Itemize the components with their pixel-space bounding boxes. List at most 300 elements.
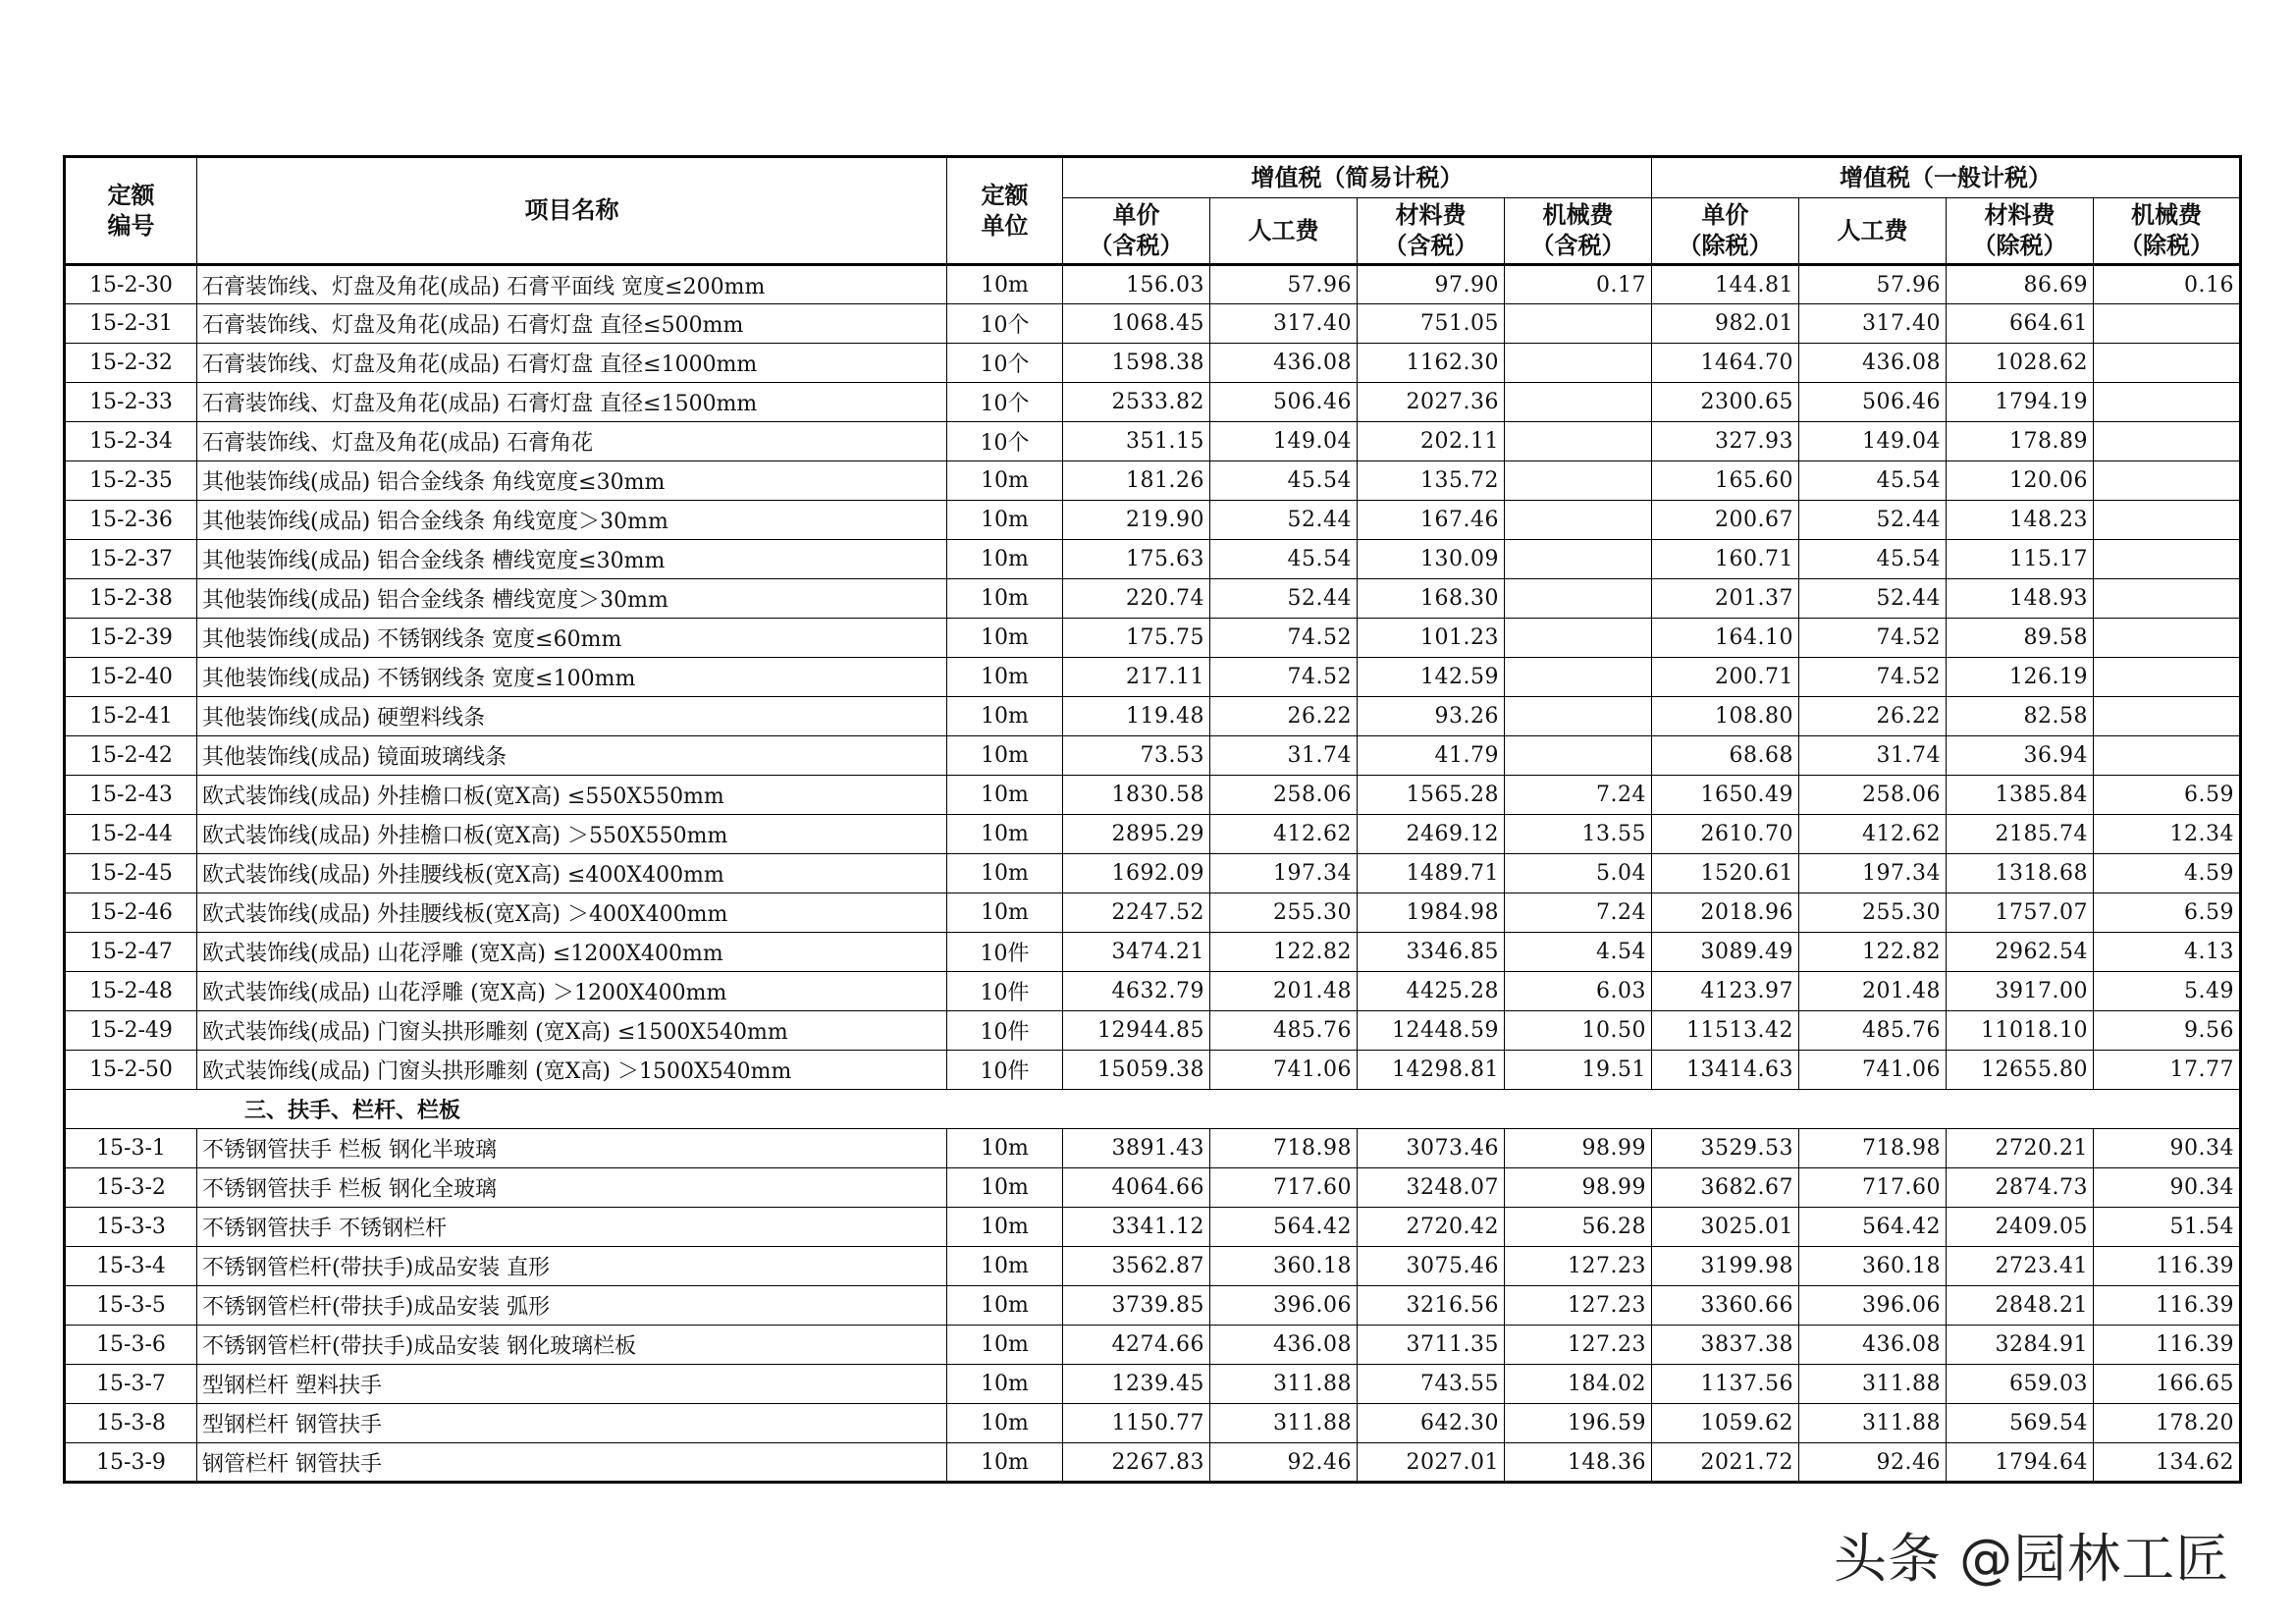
labor-simple: 45.54	[1210, 461, 1358, 501]
quota-code: 15-2-46	[65, 893, 197, 933]
labor-general: 92.46	[1799, 1443, 1947, 1483]
material-incl: 2469.12	[1358, 815, 1505, 854]
unit-price-excl: 1650.49	[1652, 776, 1799, 815]
quota-code: 15-2-43	[65, 776, 197, 815]
table-row	[65, 658, 2241, 697]
quota-unit: 10m	[947, 697, 1063, 736]
machinery-excl: 116.39	[2094, 1326, 2241, 1365]
material-incl: 1984.98	[1358, 893, 1505, 933]
labor-general: 45.54	[1799, 540, 1947, 579]
material-excl: 2723.41	[1947, 1247, 2094, 1286]
machinery-excl	[2094, 304, 2241, 344]
quota-unit: 10个	[947, 304, 1063, 344]
quota-unit: 10m	[947, 501, 1063, 540]
unit-price-excl: 201.37	[1652, 579, 1799, 619]
material-incl: 168.30	[1358, 579, 1505, 619]
table-row	[65, 854, 2241, 893]
unit-price-incl: 1239.45	[1063, 1365, 1210, 1404]
item-name: 不锈钢管扶手 栏板 钢化全玻璃	[197, 1168, 947, 1208]
machinery-excl: 6.59	[2094, 893, 2241, 933]
labor-simple: 436.08	[1210, 1326, 1358, 1365]
labor-simple: 31.74	[1210, 736, 1358, 776]
labor-general: 52.44	[1799, 501, 1947, 540]
machinery-incl: 184.02	[1505, 1365, 1652, 1404]
unit-price-incl: 2533.82	[1063, 383, 1210, 422]
material-excl: 120.06	[1947, 461, 2094, 501]
machinery-incl	[1505, 736, 1652, 776]
material-excl: 1028.62	[1947, 344, 2094, 383]
unit-price-incl: 3474.21	[1063, 933, 1210, 972]
table-row	[65, 1129, 2241, 1168]
machinery-incl	[1505, 461, 1652, 501]
machinery-excl: 90.34	[2094, 1129, 2241, 1168]
labor-general: 149.04	[1799, 422, 1947, 461]
table-row	[65, 933, 2241, 972]
machinery-incl	[1505, 658, 1652, 697]
header-unit-price-incl: 单价 （含税）	[1063, 198, 1210, 265]
material-excl: 148.93	[1947, 579, 2094, 619]
quota-unit: 10m	[947, 658, 1063, 697]
labor-general: 436.08	[1799, 344, 1947, 383]
machinery-incl: 19.51	[1505, 1051, 1652, 1090]
machinery-incl: 7.24	[1505, 893, 1652, 933]
table-row	[65, 1286, 2241, 1326]
material-excl: 115.17	[1947, 540, 2094, 579]
unit-price-excl: 3199.98	[1652, 1247, 1799, 1286]
labor-general: 317.40	[1799, 304, 1947, 344]
unit-price-excl: 144.81	[1652, 265, 1799, 304]
labor-general: 718.98	[1799, 1129, 1947, 1168]
machinery-incl: 127.23	[1505, 1326, 1652, 1365]
table-row	[65, 383, 2241, 422]
unit-price-incl: 351.15	[1063, 422, 1210, 461]
machinery-excl: 134.62	[2094, 1443, 2241, 1483]
table-row	[65, 1326, 2241, 1365]
labor-general: 506.46	[1799, 383, 1947, 422]
machinery-incl: 5.04	[1505, 854, 1652, 893]
machinery-excl: 51.54	[2094, 1208, 2241, 1247]
material-excl: 11018.10	[1947, 1011, 2094, 1051]
labor-simple: 92.46	[1210, 1443, 1358, 1483]
material-incl: 97.90	[1358, 265, 1505, 304]
material-excl: 86.69	[1947, 265, 2094, 304]
table-row	[65, 619, 2241, 658]
quota-code: 15-2-38	[65, 579, 197, 619]
material-incl: 642.30	[1358, 1404, 1505, 1443]
unit-price-incl: 4274.66	[1063, 1326, 1210, 1365]
material-incl: 135.72	[1358, 461, 1505, 501]
item-name: 石膏装饰线、灯盘及角花(成品) 石膏角花	[197, 422, 947, 461]
labor-general: 311.88	[1799, 1404, 1947, 1443]
item-name: 其他装饰线(成品) 不锈钢线条 宽度≤100mm	[197, 658, 947, 697]
quota-code: 15-2-35	[65, 461, 197, 501]
item-name: 欧式装饰线(成品) 外挂腰线板(宽X高) ＞400X400mm	[197, 893, 947, 933]
unit-price-excl: 3089.49	[1652, 933, 1799, 972]
table-row	[65, 344, 2241, 383]
labor-simple: 258.06	[1210, 776, 1358, 815]
unit-price-excl: 3025.01	[1652, 1208, 1799, 1247]
labor-general: 564.42	[1799, 1208, 1947, 1247]
labor-general: 717.60	[1799, 1168, 1947, 1208]
labor-general: 311.88	[1799, 1365, 1947, 1404]
unit-price-excl: 4123.97	[1652, 972, 1799, 1011]
item-name: 欧式装饰线(成品) 外挂腰线板(宽X高) ≤400X400mm	[197, 854, 947, 893]
machinery-incl: 196.59	[1505, 1404, 1652, 1443]
machinery-excl	[2094, 619, 2241, 658]
unit-price-incl: 175.63	[1063, 540, 1210, 579]
quota-unit: 10m	[947, 1286, 1063, 1326]
item-name: 石膏装饰线、灯盘及角花(成品) 石膏灯盘 直径≤1500mm	[197, 383, 947, 422]
unit-price-incl: 1150.77	[1063, 1404, 1210, 1443]
unit-price-incl: 1598.38	[1063, 344, 1210, 383]
quota-unit: 10m	[947, 540, 1063, 579]
table-row	[65, 540, 2241, 579]
quota-unit: 10m	[947, 736, 1063, 776]
material-incl: 167.46	[1358, 501, 1505, 540]
machinery-incl: 0.17	[1505, 265, 1652, 304]
table-row	[65, 893, 2241, 933]
unit-price-incl: 2895.29	[1063, 815, 1210, 854]
machinery-incl	[1505, 540, 1652, 579]
item-name: 钢管栏杆 钢管扶手	[197, 1443, 947, 1483]
quota-code: 15-3-3	[65, 1208, 197, 1247]
labor-general: 412.62	[1799, 815, 1947, 854]
machinery-incl: 13.55	[1505, 815, 1652, 854]
unit-price-incl: 3341.12	[1063, 1208, 1210, 1247]
item-name: 不锈钢管扶手 不锈钢栏杆	[197, 1208, 947, 1247]
machinery-incl	[1505, 697, 1652, 736]
material-excl: 569.54	[1947, 1404, 2094, 1443]
quota-code: 15-3-2	[65, 1168, 197, 1208]
quota-code: 15-2-48	[65, 972, 197, 1011]
labor-general: 74.52	[1799, 619, 1947, 658]
quota-code: 15-3-8	[65, 1404, 197, 1443]
unit-price-incl: 12944.85	[1063, 1011, 1210, 1051]
unit-price-excl: 1137.56	[1652, 1365, 1799, 1404]
table-row	[65, 501, 2241, 540]
machinery-incl: 6.03	[1505, 972, 1652, 1011]
header-labor-general: 人工费	[1799, 198, 1947, 265]
labor-simple: 74.52	[1210, 658, 1358, 697]
machinery-excl: 178.20	[2094, 1404, 2241, 1443]
labor-general: 741.06	[1799, 1051, 1947, 1090]
material-incl: 1162.30	[1358, 344, 1505, 383]
unit-price-excl: 200.71	[1652, 658, 1799, 697]
unit-price-excl: 3360.66	[1652, 1286, 1799, 1326]
item-name: 不锈钢管扶手 栏板 钢化半玻璃	[197, 1129, 947, 1168]
unit-price-excl: 164.10	[1652, 619, 1799, 658]
labor-general: 396.06	[1799, 1286, 1947, 1326]
item-name: 欧式装饰线(成品) 门窗头拱形雕刻 (宽X高) ＞1500X540mm	[197, 1051, 947, 1090]
quota-code: 15-3-7	[65, 1365, 197, 1404]
unit-price-excl: 2018.96	[1652, 893, 1799, 933]
unit-price-incl: 3891.43	[1063, 1129, 1210, 1168]
table-row	[65, 265, 2241, 304]
machinery-incl	[1505, 304, 1652, 344]
unit-price-excl: 3682.67	[1652, 1168, 1799, 1208]
unit-price-incl: 2267.83	[1063, 1443, 1210, 1483]
material-incl: 3075.46	[1358, 1247, 1505, 1286]
header-material-incl: 材料费 （含税）	[1358, 198, 1505, 265]
table-row	[65, 815, 2241, 854]
machinery-excl	[2094, 422, 2241, 461]
machinery-excl: 17.77	[2094, 1051, 2241, 1090]
machinery-incl: 10.50	[1505, 1011, 1652, 1051]
unit-price-excl: 160.71	[1652, 540, 1799, 579]
quota-code: 15-2-41	[65, 697, 197, 736]
machinery-incl: 98.99	[1505, 1168, 1652, 1208]
quota-code: 15-2-47	[65, 933, 197, 972]
item-name: 其他装饰线(成品) 铝合金线条 角线宽度＞30mm	[197, 501, 947, 540]
quota-unit: 10个	[947, 383, 1063, 422]
unit-price-incl: 1830.58	[1063, 776, 1210, 815]
quota-code: 15-2-49	[65, 1011, 197, 1051]
machinery-incl	[1505, 579, 1652, 619]
quota-unit: 10m	[947, 619, 1063, 658]
machinery-incl: 7.24	[1505, 776, 1652, 815]
quota-unit: 10m	[947, 776, 1063, 815]
quota-code: 15-2-39	[65, 619, 197, 658]
unit-price-incl: 4632.79	[1063, 972, 1210, 1011]
labor-simple: 485.76	[1210, 1011, 1358, 1051]
item-name: 石膏装饰线、灯盘及角花(成品) 石膏灯盘 直径≤500mm	[197, 304, 947, 344]
unit-price-excl: 982.01	[1652, 304, 1799, 344]
unit-price-incl: 4064.66	[1063, 1168, 1210, 1208]
machinery-incl: 127.23	[1505, 1286, 1652, 1326]
quota-unit: 10m	[947, 1365, 1063, 1404]
header-group-general-tax: 增值税（一般计税）	[1652, 157, 2241, 198]
machinery-excl: 9.56	[2094, 1011, 2241, 1051]
table-row	[65, 1011, 2241, 1051]
table-row	[65, 422, 2241, 461]
unit-price-excl: 165.60	[1652, 461, 1799, 501]
labor-simple: 255.30	[1210, 893, 1358, 933]
unit-price-incl: 181.26	[1063, 461, 1210, 501]
quota-code: 15-3-4	[65, 1247, 197, 1286]
machinery-excl	[2094, 579, 2241, 619]
material-excl: 1794.19	[1947, 383, 2094, 422]
unit-price-incl: 73.53	[1063, 736, 1210, 776]
labor-general: 197.34	[1799, 854, 1947, 893]
table-row	[65, 461, 2241, 501]
material-incl: 751.05	[1358, 304, 1505, 344]
quota-code: 15-2-32	[65, 344, 197, 383]
watermark: 头条 @园林工匠	[1834, 1528, 2230, 1590]
unit-price-incl: 1692.09	[1063, 854, 1210, 893]
header-code: 定额 编号	[65, 157, 197, 265]
section-title: 三、扶手、栏杆、栏板	[65, 1090, 2241, 1129]
labor-simple: 360.18	[1210, 1247, 1358, 1286]
material-excl: 3917.00	[1947, 972, 2094, 1011]
header-machinery-excl: 机械费 （除税）	[2094, 198, 2241, 265]
unit-price-excl: 1464.70	[1652, 344, 1799, 383]
material-incl: 1565.28	[1358, 776, 1505, 815]
quota-code: 15-2-44	[65, 815, 197, 854]
quota-unit: 10m	[947, 854, 1063, 893]
table-body	[65, 265, 2241, 1483]
material-excl: 1757.07	[1947, 893, 2094, 933]
quota-unit: 10m	[947, 815, 1063, 854]
material-incl: 3216.56	[1358, 1286, 1505, 1326]
machinery-excl: 166.65	[2094, 1365, 2241, 1404]
unit-price-excl: 3529.53	[1652, 1129, 1799, 1168]
material-excl: 148.23	[1947, 501, 2094, 540]
item-name: 石膏装饰线、灯盘及角花(成品) 石膏平面线 宽度≤200mm	[197, 265, 947, 304]
item-name: 型钢栏杆 钢管扶手	[197, 1404, 947, 1443]
quota-unit: 10m	[947, 1208, 1063, 1247]
machinery-excl: 4.59	[2094, 854, 2241, 893]
material-excl: 2962.54	[1947, 933, 2094, 972]
material-incl: 743.55	[1358, 1365, 1505, 1404]
material-excl: 178.89	[1947, 422, 2094, 461]
table-row	[65, 1051, 2241, 1090]
labor-simple: 436.08	[1210, 344, 1358, 383]
material-incl: 14298.81	[1358, 1051, 1505, 1090]
unit-price-excl: 2300.65	[1652, 383, 1799, 422]
material-excl: 2848.21	[1947, 1286, 2094, 1326]
labor-simple: 149.04	[1210, 422, 1358, 461]
unit-price-incl: 156.03	[1063, 265, 1210, 304]
labor-general: 258.06	[1799, 776, 1947, 815]
quota-unit: 10m	[947, 579, 1063, 619]
unit-price-incl: 217.11	[1063, 658, 1210, 697]
machinery-incl	[1505, 422, 1652, 461]
labor-general: 360.18	[1799, 1247, 1947, 1286]
header-name: 项目名称	[197, 157, 947, 265]
item-name: 不锈钢管栏杆(带扶手)成品安装 弧形	[197, 1286, 947, 1326]
material-incl: 3346.85	[1358, 933, 1505, 972]
material-incl: 4425.28	[1358, 972, 1505, 1011]
labor-simple: 506.46	[1210, 383, 1358, 422]
quota-unit: 10m	[947, 893, 1063, 933]
unit-price-excl: 13414.63	[1652, 1051, 1799, 1090]
item-name: 不锈钢管栏杆(带扶手)成品安装 钢化玻璃栏板	[197, 1326, 947, 1365]
quota-code: 15-3-1	[65, 1129, 197, 1168]
quota-code: 15-2-42	[65, 736, 197, 776]
machinery-incl: 56.28	[1505, 1208, 1652, 1247]
machinery-excl: 4.13	[2094, 933, 2241, 972]
item-name: 欧式装饰线(成品) 外挂檐口板(宽X高) ＞550X550mm	[197, 815, 947, 854]
table-row	[65, 736, 2241, 776]
quota-unit: 10件	[947, 972, 1063, 1011]
table-row	[65, 1208, 2241, 1247]
machinery-excl	[2094, 540, 2241, 579]
material-incl: 1489.71	[1358, 854, 1505, 893]
material-incl: 101.23	[1358, 619, 1505, 658]
quota-code: 15-2-37	[65, 540, 197, 579]
machinery-incl	[1505, 501, 1652, 540]
machinery-excl: 5.49	[2094, 972, 2241, 1011]
item-name: 其他装饰线(成品) 硬塑料线条	[197, 697, 947, 736]
labor-simple: 412.62	[1210, 815, 1358, 854]
table-row	[65, 1443, 2241, 1483]
machinery-incl	[1505, 344, 1652, 383]
machinery-excl	[2094, 383, 2241, 422]
labor-simple: 741.06	[1210, 1051, 1358, 1090]
machinery-excl	[2094, 697, 2241, 736]
labor-simple: 197.34	[1210, 854, 1358, 893]
unit-price-incl: 2247.52	[1063, 893, 1210, 933]
quota-unit: 10件	[947, 933, 1063, 972]
labor-general: 255.30	[1799, 893, 1947, 933]
labor-simple: 311.88	[1210, 1404, 1358, 1443]
labor-general: 122.82	[1799, 933, 1947, 972]
machinery-incl	[1505, 619, 1652, 658]
material-incl: 130.09	[1358, 540, 1505, 579]
unit-price-incl: 1068.45	[1063, 304, 1210, 344]
unit-price-incl: 219.90	[1063, 501, 1210, 540]
material-excl: 12655.80	[1947, 1051, 2094, 1090]
quota-unit: 10件	[947, 1011, 1063, 1051]
machinery-excl	[2094, 461, 2241, 501]
labor-simple: 717.60	[1210, 1168, 1358, 1208]
item-name: 欧式装饰线(成品) 外挂檐口板(宽X高) ≤550X550mm	[197, 776, 947, 815]
unit-price-excl: 11513.42	[1652, 1011, 1799, 1051]
quota-unit: 10m	[947, 1129, 1063, 1168]
material-excl: 2874.73	[1947, 1168, 2094, 1208]
item-name: 不锈钢管栏杆(带扶手)成品安装 直形	[197, 1247, 947, 1286]
material-incl: 2027.36	[1358, 383, 1505, 422]
material-incl: 202.11	[1358, 422, 1505, 461]
material-excl: 1794.64	[1947, 1443, 2094, 1483]
labor-simple: 311.88	[1210, 1365, 1358, 1404]
unit-price-excl: 68.68	[1652, 736, 1799, 776]
quota-unit: 10件	[947, 1051, 1063, 1090]
machinery-excl	[2094, 501, 2241, 540]
labor-simple: 74.52	[1210, 619, 1358, 658]
unit-price-incl: 175.75	[1063, 619, 1210, 658]
material-excl: 36.94	[1947, 736, 2094, 776]
quota-unit: 10m	[947, 1404, 1063, 1443]
table-row	[65, 579, 2241, 619]
material-incl: 12448.59	[1358, 1011, 1505, 1051]
quota-unit: 10m	[947, 1326, 1063, 1365]
item-name: 石膏装饰线、灯盘及角花(成品) 石膏灯盘 直径≤1000mm	[197, 344, 947, 383]
labor-simple: 52.44	[1210, 501, 1358, 540]
table-row	[65, 776, 2241, 815]
material-excl: 82.58	[1947, 697, 2094, 736]
item-name: 欧式装饰线(成品) 山花浮雕 (宽X高) ≤1200X400mm	[197, 933, 947, 972]
labor-general: 45.54	[1799, 461, 1947, 501]
labor-simple: 564.42	[1210, 1208, 1358, 1247]
material-excl: 2409.05	[1947, 1208, 2094, 1247]
header-labor-simple: 人工费	[1210, 198, 1358, 265]
machinery-excl: 116.39	[2094, 1286, 2241, 1326]
material-excl: 2720.21	[1947, 1129, 2094, 1168]
item-name: 其他装饰线(成品) 铝合金线条 角线宽度≤30mm	[197, 461, 947, 501]
machinery-excl	[2094, 344, 2241, 383]
material-incl: 3248.07	[1358, 1168, 1505, 1208]
material-incl: 2027.01	[1358, 1443, 1505, 1483]
material-excl: 126.19	[1947, 658, 2094, 697]
material-excl: 89.58	[1947, 619, 2094, 658]
item-name: 欧式装饰线(成品) 门窗头拱形雕刻 (宽X高) ≤1500X540mm	[197, 1011, 947, 1051]
unit-price-excl: 1520.61	[1652, 854, 1799, 893]
material-incl: 3711.35	[1358, 1326, 1505, 1365]
machinery-excl: 0.16	[2094, 265, 2241, 304]
machinery-incl: 98.99	[1505, 1129, 1652, 1168]
unit-price-incl: 119.48	[1063, 697, 1210, 736]
quota-code: 15-2-31	[65, 304, 197, 344]
machinery-excl	[2094, 736, 2241, 776]
machinery-excl: 90.34	[2094, 1168, 2241, 1208]
unit-price-excl: 200.67	[1652, 501, 1799, 540]
unit-price-incl: 3562.87	[1063, 1247, 1210, 1286]
labor-simple: 317.40	[1210, 304, 1358, 344]
table-row	[65, 1404, 2241, 1443]
material-excl: 1385.84	[1947, 776, 2094, 815]
header-group-simple-tax: 增值税（简易计税）	[1063, 157, 1652, 198]
